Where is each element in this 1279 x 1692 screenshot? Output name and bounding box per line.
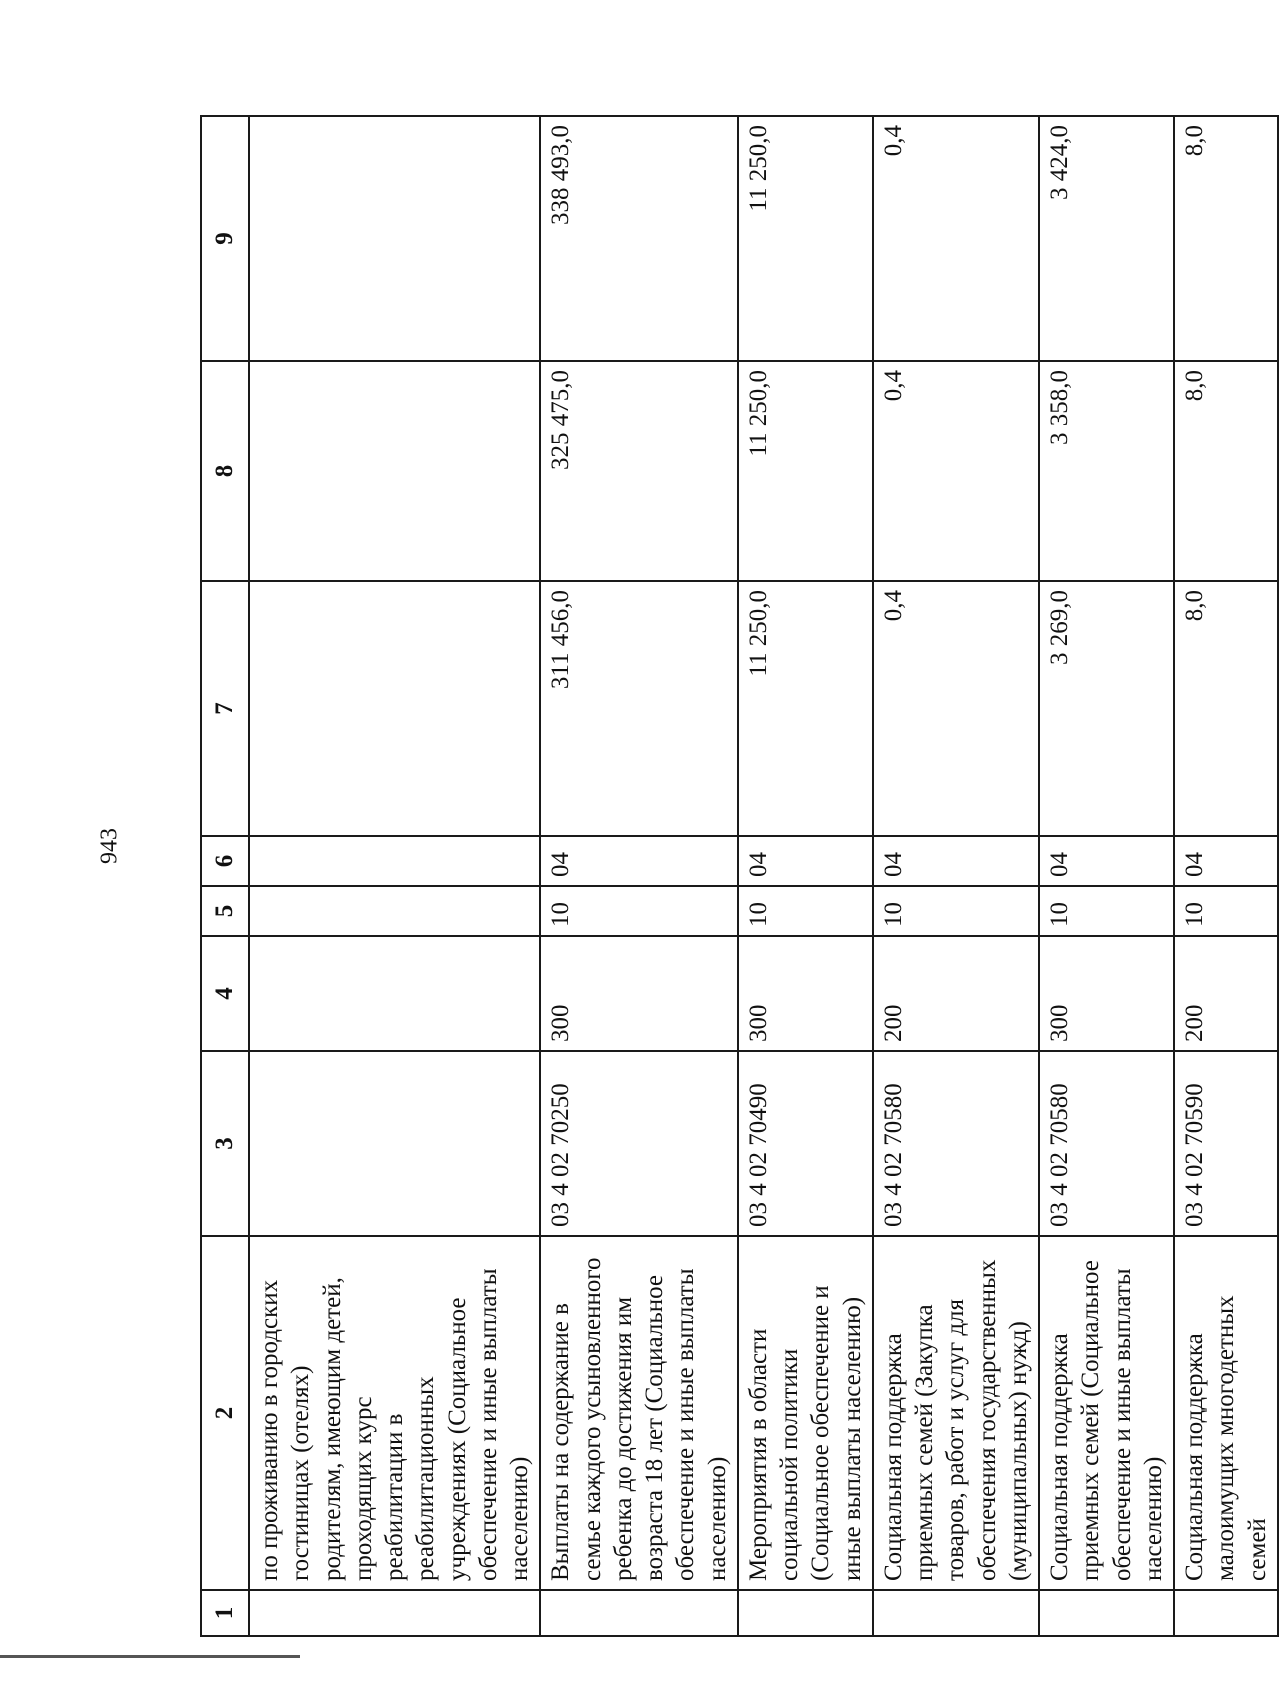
description-cell: Выплаты на содержание в семье каждого усыновленного ребенка до достижения им возраста 18 лет (Социальное обеспечение и иные выплаты населению) bbox=[540, 1236, 738, 1590]
amount-cell-9: 11 250,0 bbox=[738, 116, 873, 361]
expense-type-cell bbox=[249, 936, 540, 1051]
amount-cell-9: 8,0 bbox=[1174, 116, 1278, 361]
section-cell: 10 bbox=[1039, 886, 1174, 936]
target-code-cell: 03 4 02 70580 bbox=[1039, 1051, 1174, 1236]
amount-cell-8: 11 250,0 bbox=[738, 361, 873, 581]
table-row bbox=[1174, 116, 1278, 1636]
header-cell-6: 6 bbox=[201, 836, 249, 886]
amount-cell-9: 0,4 bbox=[873, 116, 1039, 361]
header-cell-4: 4 bbox=[201, 936, 249, 1051]
amount-cell-7 bbox=[249, 581, 540, 836]
amount-cell-7: 0,4 bbox=[873, 581, 1039, 836]
target-code-cell bbox=[249, 1051, 540, 1236]
budget-table bbox=[200, 115, 1279, 1637]
expense-type-cell: 200 bbox=[1174, 936, 1278, 1051]
amount-cell-8 bbox=[249, 361, 540, 581]
header-cell-5: 5 bbox=[201, 886, 249, 936]
subsection-cell: 04 bbox=[1039, 836, 1174, 886]
section-cell bbox=[249, 886, 540, 936]
amount-cell-7: 3 269,0 bbox=[1039, 581, 1174, 836]
description-cell: по проживанию в городских гостиницах (отелях) родителям, имеющим детей, проходящих курс реабилитации в реабилитационных учреждениях (Социальное обеспечение и иные выплаты населению) bbox=[249, 1236, 540, 1590]
header-cell-2: 2 bbox=[201, 1236, 249, 1590]
expense-type-cell: 300 bbox=[1039, 936, 1174, 1051]
table-row bbox=[1039, 116, 1174, 1636]
subsection-cell: 04 bbox=[1174, 836, 1278, 886]
amount-cell-9: 3 424,0 bbox=[1039, 116, 1174, 361]
table-row bbox=[540, 116, 738, 1636]
amount-cell-8: 3 358,0 bbox=[1039, 361, 1174, 581]
target-code-cell: 03 4 02 70250 bbox=[540, 1051, 738, 1236]
row-number-cell bbox=[873, 1590, 1039, 1636]
amount-cell-8: 8,0 bbox=[1174, 361, 1278, 581]
table-row bbox=[873, 116, 1039, 1636]
amount-cell-8: 0,4 bbox=[873, 361, 1039, 581]
amount-cell-7: 8,0 bbox=[1174, 581, 1278, 836]
header-cell-8: 8 bbox=[201, 361, 249, 581]
amount-cell-7: 311 456,0 bbox=[540, 581, 738, 836]
table-row bbox=[249, 116, 540, 1636]
target-code-cell: 03 4 02 70590 bbox=[1174, 1051, 1278, 1236]
header-cell-3: 3 bbox=[201, 1051, 249, 1236]
subsection-cell bbox=[249, 836, 540, 886]
description-cell: Социальная поддержка приемных семей (Закупка товаров, работ и услуг для обеспечения государственных (муниципальных) нужд) bbox=[873, 1236, 1039, 1590]
header-row bbox=[201, 116, 249, 1636]
row-number-cell bbox=[1174, 1590, 1278, 1636]
footer-rule bbox=[0, 1655, 300, 1658]
description-cell: Социальная поддержка малоимущих многодетных семей bbox=[1174, 1236, 1278, 1590]
rotated-sheet bbox=[200, 117, 1271, 1637]
description-cell: Социальная поддержка приемных семей (Социальное обеспечение и иные выплаты населению) bbox=[1039, 1236, 1174, 1590]
header-cell-1: 1 bbox=[201, 1590, 249, 1636]
subsection-cell: 04 bbox=[738, 836, 873, 886]
row-number-cell bbox=[249, 1590, 540, 1636]
subsection-cell: 04 bbox=[873, 836, 1039, 886]
table-row bbox=[738, 116, 873, 1636]
section-cell: 10 bbox=[738, 886, 873, 936]
amount-cell-8: 325 475,0 bbox=[540, 361, 738, 581]
section-cell: 10 bbox=[1174, 886, 1278, 936]
row-number-cell bbox=[1039, 1590, 1174, 1636]
target-code-cell: 03 4 02 70490 bbox=[738, 1051, 873, 1236]
amount-cell-7: 11 250,0 bbox=[738, 581, 873, 836]
target-code-cell: 03 4 02 70580 bbox=[873, 1051, 1039, 1236]
page-number: 943 bbox=[96, 828, 123, 864]
description-cell: Мероприятия в области социальной политики (Социальное обеспечение и иные выплаты населению) bbox=[738, 1236, 873, 1590]
row-number-cell bbox=[738, 1590, 873, 1636]
expense-type-cell: 300 bbox=[738, 936, 873, 1051]
amount-cell-9: 338 493,0 bbox=[540, 116, 738, 361]
header-cell-7: 7 bbox=[201, 581, 249, 836]
expense-type-cell: 200 bbox=[873, 936, 1039, 1051]
section-cell: 10 bbox=[540, 886, 738, 936]
row-number-cell bbox=[540, 1590, 738, 1636]
subsection-cell: 04 bbox=[540, 836, 738, 886]
table-container bbox=[200, 117, 1271, 1637]
header-cell-9: 9 bbox=[201, 116, 249, 361]
amount-cell-9 bbox=[249, 116, 540, 361]
section-cell: 10 bbox=[873, 886, 1039, 936]
expense-type-cell: 300 bbox=[540, 936, 738, 1051]
